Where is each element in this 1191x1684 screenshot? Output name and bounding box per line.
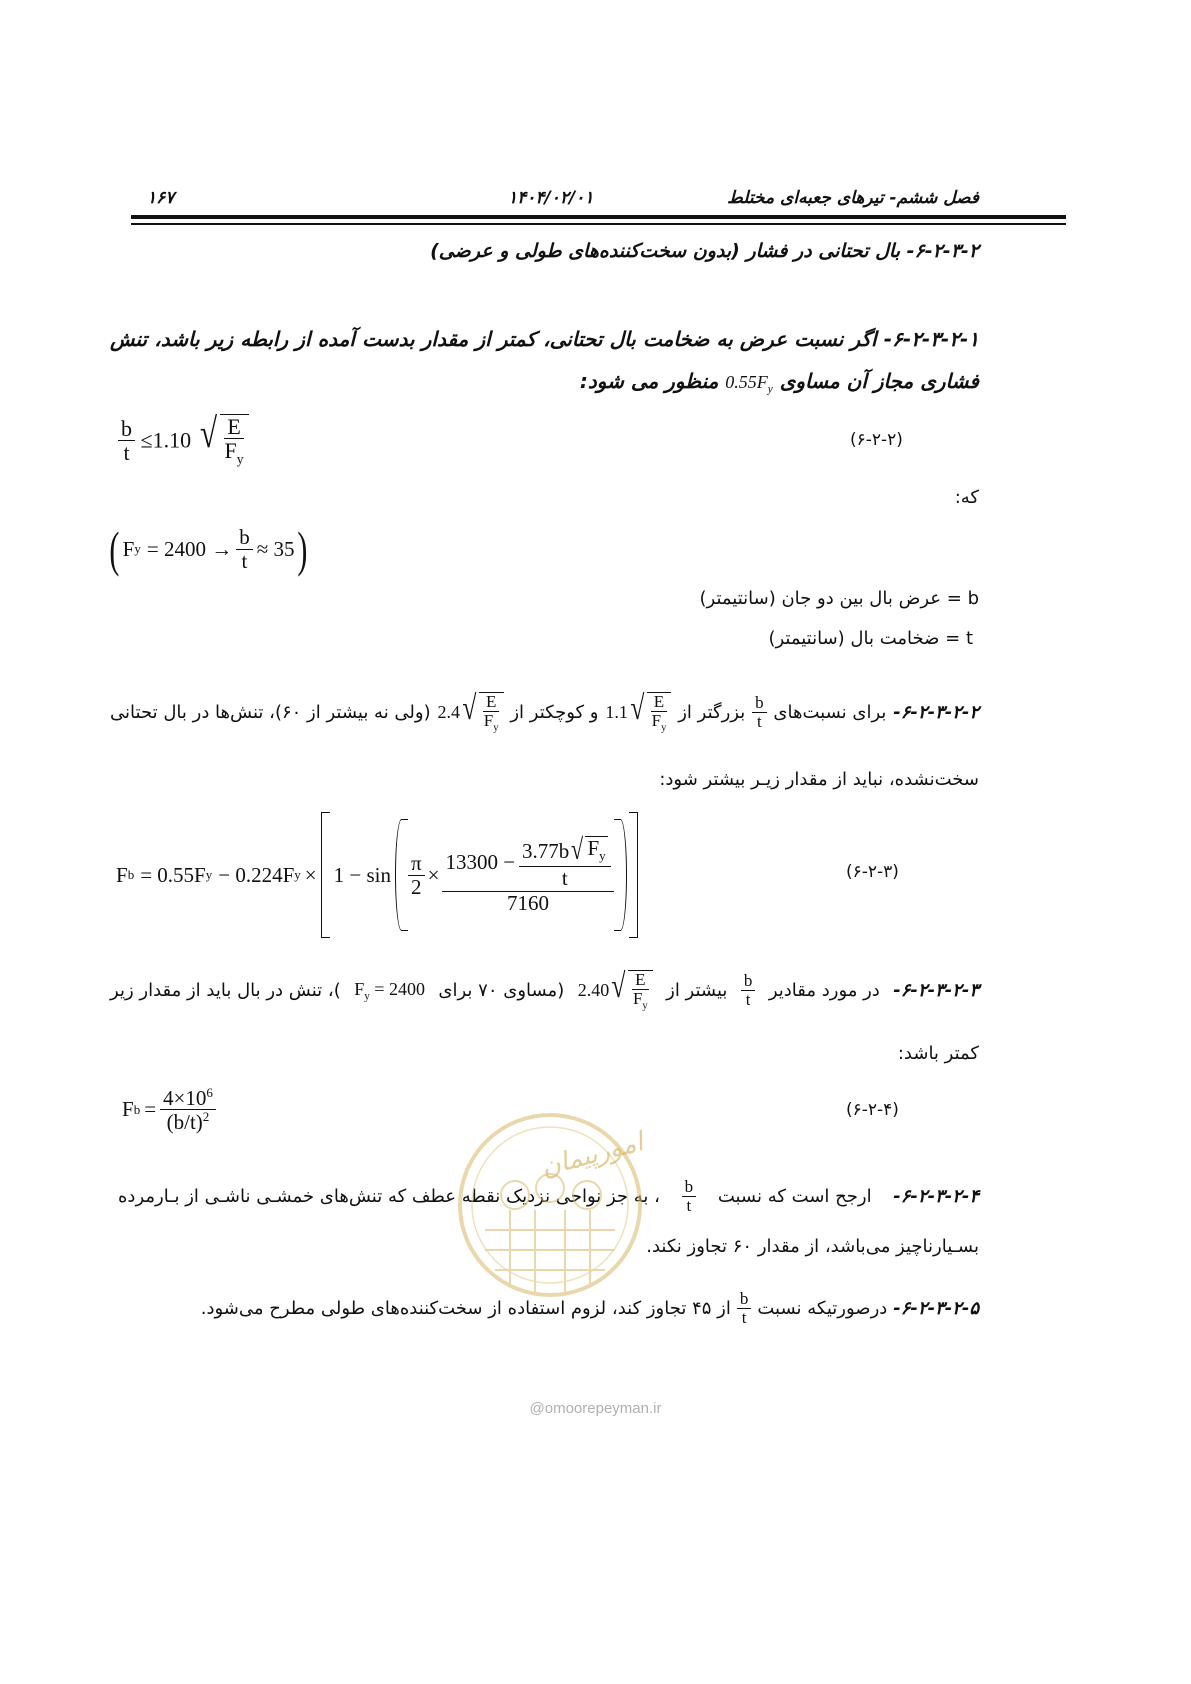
- equation-6-2-4: F b = $\frac{4\times 10^6}{(b/t)^2}$: [122, 1086, 216, 1133]
- p3-m-den: F: [632, 988, 643, 1008]
- eq3-lhs-sub: b: [127, 867, 135, 882]
- p2-m1-den-sub: y: [661, 722, 667, 734]
- p5-line1: [201, 1290, 979, 1327]
- p2-number: ۶-۲-۳-۲-۲-: [893, 702, 979, 724]
- p1-line2: [580, 360, 979, 411]
- eq3-number: (۶-۲-۳): [846, 862, 899, 882]
- p2-text-b: بزرگتر از: [678, 702, 746, 724]
- p5-text-a: درصورتیکه نسبت: [757, 1297, 888, 1319]
- note-approx: ≈ 35: [256, 536, 295, 561]
- eq3-inner-num: 3.77b: [522, 838, 570, 863]
- eq4-den: (b/t): [166, 1110, 203, 1135]
- watermark-site: @omoorepeyman.ir: [529, 1400, 662, 1417]
- eq2-number: (۶-۲-۲): [850, 430, 903, 450]
- eq4-number: (۶-۲-۴): [846, 1100, 899, 1120]
- eq3-inner-fy: F: [587, 836, 600, 861]
- p2-line1: [110, 692, 979, 733]
- p2-k1: 1.1: [605, 702, 628, 723]
- p3-fy-sub: y: [364, 990, 370, 1003]
- p3-text-b: بیشتر از: [666, 980, 728, 1002]
- p4-line2: بسـیارناچیز می‌باشد، از مقدار ۶۰ تجاوز نکند.: [646, 1236, 979, 1257]
- p3-text-c: (مساوی ۷۰ برای: [438, 980, 565, 1002]
- eq3-one-minus-sin: 1 − sin: [333, 862, 391, 887]
- p2-math2: 2.4 √ $\frac{E}{F_y}$: [438, 692, 504, 733]
- p3-k: 2.40: [577, 980, 610, 1001]
- eq2-sqrt: √ $\frac{E}{F_y}$: [197, 414, 249, 467]
- note-fy: F: [122, 536, 135, 561]
- eq2-rad-den: F: [224, 438, 237, 464]
- header-date: ۱۴۰۴/۰۲/۰۱: [508, 188, 594, 208]
- p2-text-a: برای نسبت‌های: [773, 702, 887, 724]
- eq4-lhs-sub: b: [133, 1101, 141, 1117]
- eq3-part1-sub: y: [205, 867, 213, 882]
- note-fy-sub: y: [134, 541, 141, 556]
- eq2-lhs-den: t: [123, 439, 130, 465]
- def-t: [768, 628, 973, 649]
- p3-frac-num: b: [741, 972, 756, 991]
- eq4-lhs: F: [122, 1097, 134, 1122]
- p2-frac-num: b: [752, 694, 767, 713]
- eq3-pi: π: [408, 852, 425, 875]
- eq2-lhs-fraction: [118, 417, 135, 464]
- eq3-denominator: 7160: [507, 890, 550, 915]
- p4-frac-den: t: [686, 1195, 692, 1215]
- p3-text-d: )، تنش در بال باید از مقدار زیر: [110, 980, 341, 1002]
- def-b-text: = عرض بال بین دو جان (سانتیمتر): [699, 588, 968, 609]
- eq3-inner-den: t: [561, 865, 568, 890]
- header-rule-thick: [131, 215, 1066, 219]
- p1-line2-text-a: فشاری مجاز آن مساوی: [779, 369, 979, 393]
- p1-line1: ۶-۲-۳-۲-۱- اگر نسبت عرض به ضخامت بال تحتانی، کمتر از مقدار بدست آمده از رابطه زیر باشد، تنش: [110, 327, 979, 351]
- p3-fy-eq: [354, 979, 425, 1003]
- p3-fy-value: = 2400: [369, 978, 425, 999]
- eq3-inner-fy-sub: y: [599, 848, 606, 864]
- equation-6-2-3: [116, 810, 638, 940]
- p5-text-b: از ۴۵ تجاوز کند، لزوم استفاده از سخت‌کننده‌های طولی مطرح می‌شود.: [200, 1297, 731, 1319]
- eq2-rad-den-sub: y: [236, 451, 244, 467]
- p3-math: 2.40 √ $\frac{E}{F_y}$: [578, 970, 653, 1011]
- eq2-rad-num: E: [224, 415, 243, 439]
- eq3-lhs: F: [116, 862, 128, 887]
- def-b-symbol: b: [967, 588, 979, 609]
- eq3-inner-a: 13300 −: [445, 850, 516, 875]
- page-number: ۱۶۷: [147, 188, 175, 208]
- p1-math: [725, 361, 772, 411]
- eq3-part2-sub: y: [294, 867, 301, 882]
- p1-math-sub: y: [767, 383, 773, 396]
- p3-m-num: E: [632, 971, 648, 990]
- p2-line2: سخت‌نشده، نباید از مقدار زیـر بیشتر شود:: [659, 769, 979, 790]
- def-t-text: = ضخامت بال (سانتیمتر): [768, 628, 966, 649]
- p2-m2-den-sub: y: [493, 722, 499, 734]
- where-label: که:: [954, 487, 979, 508]
- def-b: [699, 588, 979, 609]
- note-num: b: [236, 526, 253, 549]
- p2-text-d: (ولی نه بیشتر از ۶۰)، تنش‌ها در بال تحتانی: [110, 702, 431, 724]
- eq4-num: 4×10: [163, 1086, 207, 1110]
- def-t-symbol: t: [965, 628, 973, 649]
- p2-m1-num: E: [651, 693, 667, 712]
- note-den: t: [241, 548, 248, 573]
- eq2-lhs-num: b: [118, 417, 135, 441]
- p2-m2-den: F: [483, 710, 494, 730]
- eq3-two: 2: [411, 874, 422, 899]
- p2-m1-den: F: [651, 710, 662, 730]
- p3-fy: F: [354, 978, 365, 999]
- p3-m-den-sub: y: [642, 1000, 648, 1012]
- p4-text-a: ارجح است که نسبت: [717, 1185, 872, 1207]
- p5-frac-den: t: [741, 1307, 747, 1327]
- p4-frac-num: b: [682, 1178, 697, 1197]
- p3-line2: کمتر باشد:: [897, 1043, 979, 1064]
- p2-text-c: و کوچکتر از: [510, 702, 599, 724]
- equation-6-2-2: [118, 411, 249, 467]
- eq4-fraction: [160, 1086, 216, 1133]
- p2-k2: 2.4: [437, 702, 460, 723]
- section-title: ۶-۲-۳-۲- بال تحتانی در فشار (بدون سخت‌کننده‌های طولی و عرضی): [430, 240, 979, 262]
- eq4-num-sup: 6: [206, 1085, 213, 1100]
- p3-frac-den: t: [745, 990, 751, 1010]
- p4-text-b: ، به جز نواحی نزدیک نقطه عطف که تنش‌های خمشـی ناشـی از بـارمرده: [118, 1185, 660, 1207]
- eq3-part1: = 0.55F: [140, 862, 206, 887]
- eq4-den-sup: 2: [202, 1109, 210, 1125]
- p3-number: ۶-۲-۳-۲-۳-: [893, 980, 979, 1002]
- eq3-main-fraction: 13300 − 3.77b √ $F_y$ t 7160: [442, 836, 613, 914]
- p1-math-main: 0.55F: [725, 372, 768, 392]
- p1-line2-text-b: منظور می شود:: [579, 369, 719, 393]
- fy-note-equation: ( F y = 2400 → $\frac{b}{t}$ ≈ 35 ): [109, 521, 308, 577]
- eq3-times-2: ×: [427, 862, 440, 887]
- eq2-rel: ≤1.10: [140, 427, 192, 453]
- p5-frac-num: b: [737, 1290, 752, 1309]
- p2-frac-den: t: [756, 712, 762, 732]
- p3-line1: [110, 970, 979, 1011]
- p3-text-a: در مورد مقادیر: [768, 980, 880, 1002]
- eq3-pi-over-2: [408, 852, 425, 897]
- note-value: = 2400 →: [146, 536, 233, 561]
- chapter-title: فصل ششم- تیرهای جعبه‌ای مختلط: [727, 188, 979, 208]
- watermark-logo-text: امورپیمان: [537, 1127, 647, 1183]
- p2-m2-num: E: [483, 693, 499, 712]
- p5-number: ۶-۲-۳-۲-۵-: [893, 1297, 979, 1319]
- p2-math1: 1.1 √ $\frac{E}{F_y}$: [605, 692, 671, 733]
- eq3-part2: − 0.224F: [218, 862, 295, 887]
- eq3-times: ×: [304, 862, 317, 887]
- header-rule-thin: [131, 223, 1066, 225]
- p4-number: ۶-۲-۳-۲-۴-: [893, 1185, 979, 1207]
